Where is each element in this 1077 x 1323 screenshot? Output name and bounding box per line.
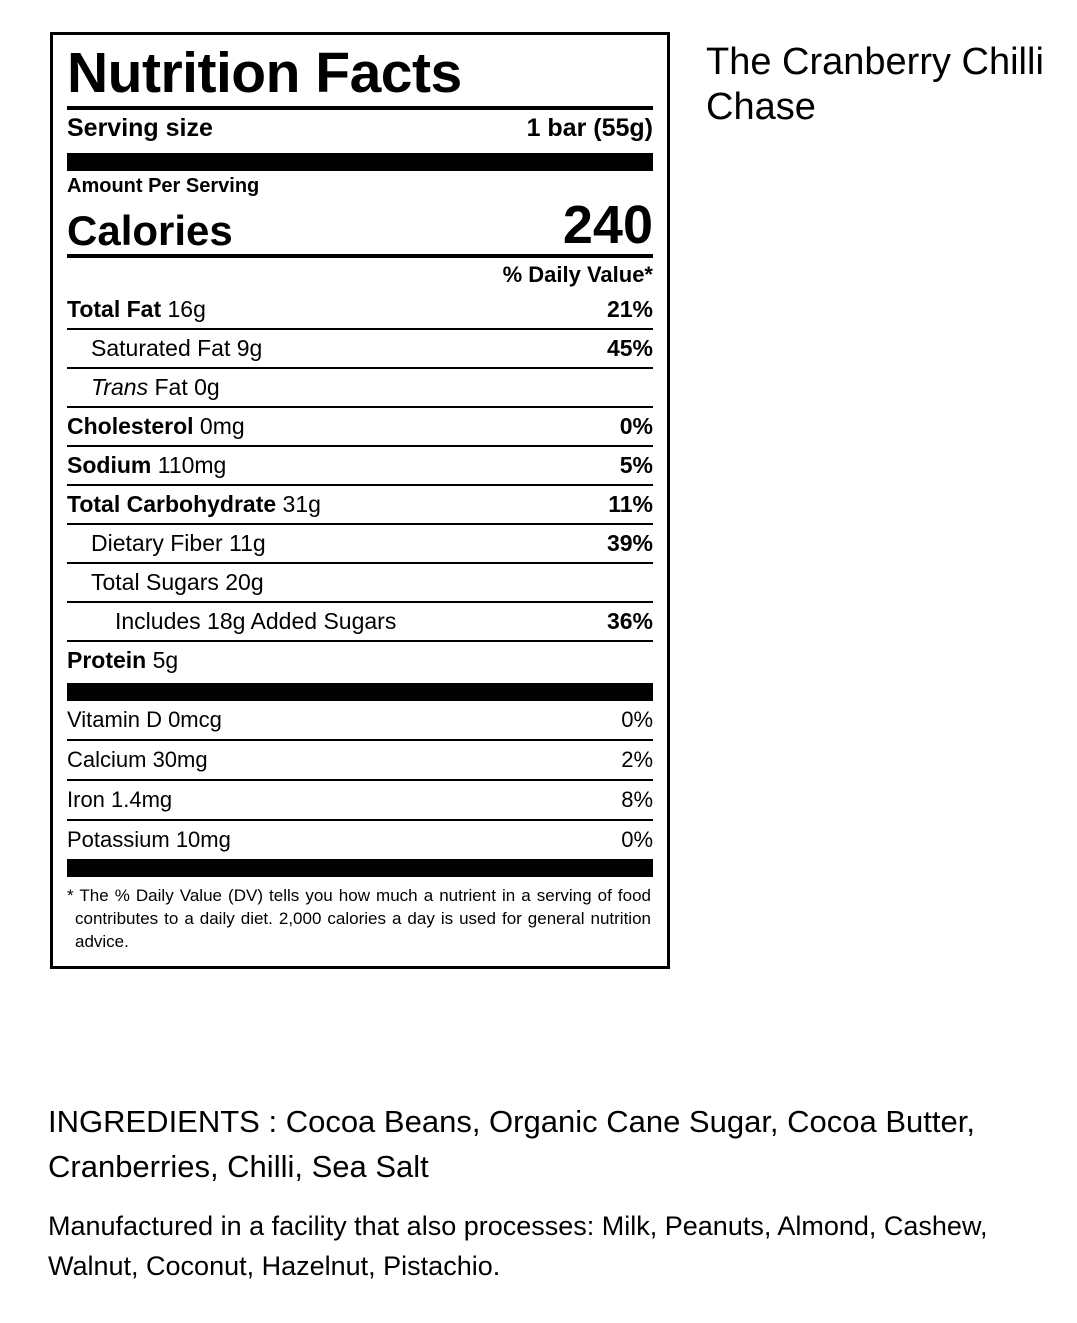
nutrient-daily-value: 11%	[608, 491, 653, 517]
nutrient-name: Protein 5g	[67, 647, 179, 673]
vitamin-row	[67, 781, 653, 821]
nutrient-amount: 9g	[230, 335, 263, 361]
nutrient-amount: 11g	[222, 530, 266, 556]
nutrient-amount: 0mg	[193, 413, 245, 439]
calories-value: 240	[562, 195, 653, 255]
daily-value-header: % Daily Value*	[502, 262, 653, 287]
nutrient-name: Includes 18g Added Sugars	[115, 608, 397, 634]
vitamin-list	[67, 701, 653, 859]
nutrition-facts-title: Nutrition Facts	[67, 41, 462, 105]
vitamin-row	[67, 821, 653, 859]
allergen-statement: Manufactured in a facility that also processes: Milk, Peanuts, Almond, Cashew, Walnut, Coconut, Hazelnut, Pistachio.	[48, 1210, 988, 1282]
nutrient-daily-value: 5%	[619, 452, 653, 478]
nutrient-daily-value: 21%	[606, 296, 653, 322]
nutrient-name: Total Carbohydrate 31g	[67, 491, 321, 517]
nutrient-name: Cholesterol 0mg	[67, 413, 245, 439]
nutrition-facts-panel	[50, 32, 670, 969]
daily-value-footnote: * The % Daily Value (DV) tells you how much a nutrient in a serving of food contributes to a daily diet. 2,000 calories a day is used for general nutrition advice.	[67, 886, 651, 951]
nutrient-name: Sodium 110mg	[67, 452, 227, 478]
vitamin-daily-value: 0%	[621, 707, 653, 732]
calories-row	[67, 195, 653, 255]
nutrient-row	[67, 447, 653, 486]
nutrient-row	[67, 330, 653, 369]
nutrient-daily-value: 36%	[606, 608, 653, 634]
nutrient-daily-value: 39%	[606, 530, 653, 556]
vitamin-daily-value: 0%	[621, 827, 653, 852]
nutrient-amount: 31g	[276, 491, 321, 517]
nutrient-row	[67, 291, 653, 330]
nutrient-amount: 110mg	[151, 452, 227, 478]
nutrient-daily-value: 45%	[606, 335, 653, 361]
vitamin-daily-value: 8%	[621, 787, 653, 812]
thick-divider	[67, 683, 653, 701]
nutrient-row	[67, 564, 653, 603]
nutrient-name: Dietary Fiber 11g	[91, 530, 266, 556]
amount-per-serving-label: Amount Per Serving	[67, 175, 260, 197]
vitamin-row	[67, 741, 653, 781]
product-name: The Cranberry Chilli Chase	[706, 41, 1044, 128]
nutrient-row	[67, 408, 653, 447]
vitamin-label: Iron 1.4mg	[67, 787, 173, 812]
nutrient-name: Saturated Fat 9g	[91, 335, 263, 361]
vitamin-daily-value: 2%	[621, 747, 653, 772]
nutrient-name: Total Sugars 20g	[91, 569, 264, 595]
thick-divider	[67, 153, 653, 171]
vitamin-label: Potassium 10mg	[67, 827, 231, 852]
nutrient-amount: Fat 0g	[148, 374, 220, 400]
ingredients-text: INGREDIENTS : Cocoa Beans, Organic Cane Sugar, Cocoa Butter, Cranberries, Chilli, Sea Salt	[48, 1104, 975, 1184]
nutrient-row	[67, 525, 653, 564]
bottom-text-block	[48, 1100, 1033, 1287]
vitamin-label: Vitamin D 0mcg	[67, 707, 222, 732]
nutrient-amount: 20g	[218, 569, 264, 595]
nutrient-name: Total Fat 16g	[67, 296, 206, 322]
vitamin-label: Calcium 30mg	[67, 747, 208, 772]
calories-label: Calories	[67, 207, 233, 254]
nutrient-row	[67, 642, 653, 679]
serving-size-label: Serving size	[67, 114, 213, 142]
nutrient-row	[67, 603, 653, 642]
nutrient-amount: 5g	[146, 647, 179, 673]
nutrient-row	[67, 369, 653, 408]
nutrient-list	[67, 291, 653, 679]
vitamin-row	[67, 701, 653, 741]
serving-size-row	[67, 110, 653, 149]
thick-divider	[67, 859, 653, 877]
serving-size-value: 1 bar (55g)	[526, 114, 653, 142]
nutrient-amount: 16g	[161, 296, 206, 322]
nutrient-name: Trans Fat 0g	[91, 374, 220, 400]
nutrient-daily-value: 0%	[619, 413, 653, 439]
nutrient-row	[67, 486, 653, 525]
